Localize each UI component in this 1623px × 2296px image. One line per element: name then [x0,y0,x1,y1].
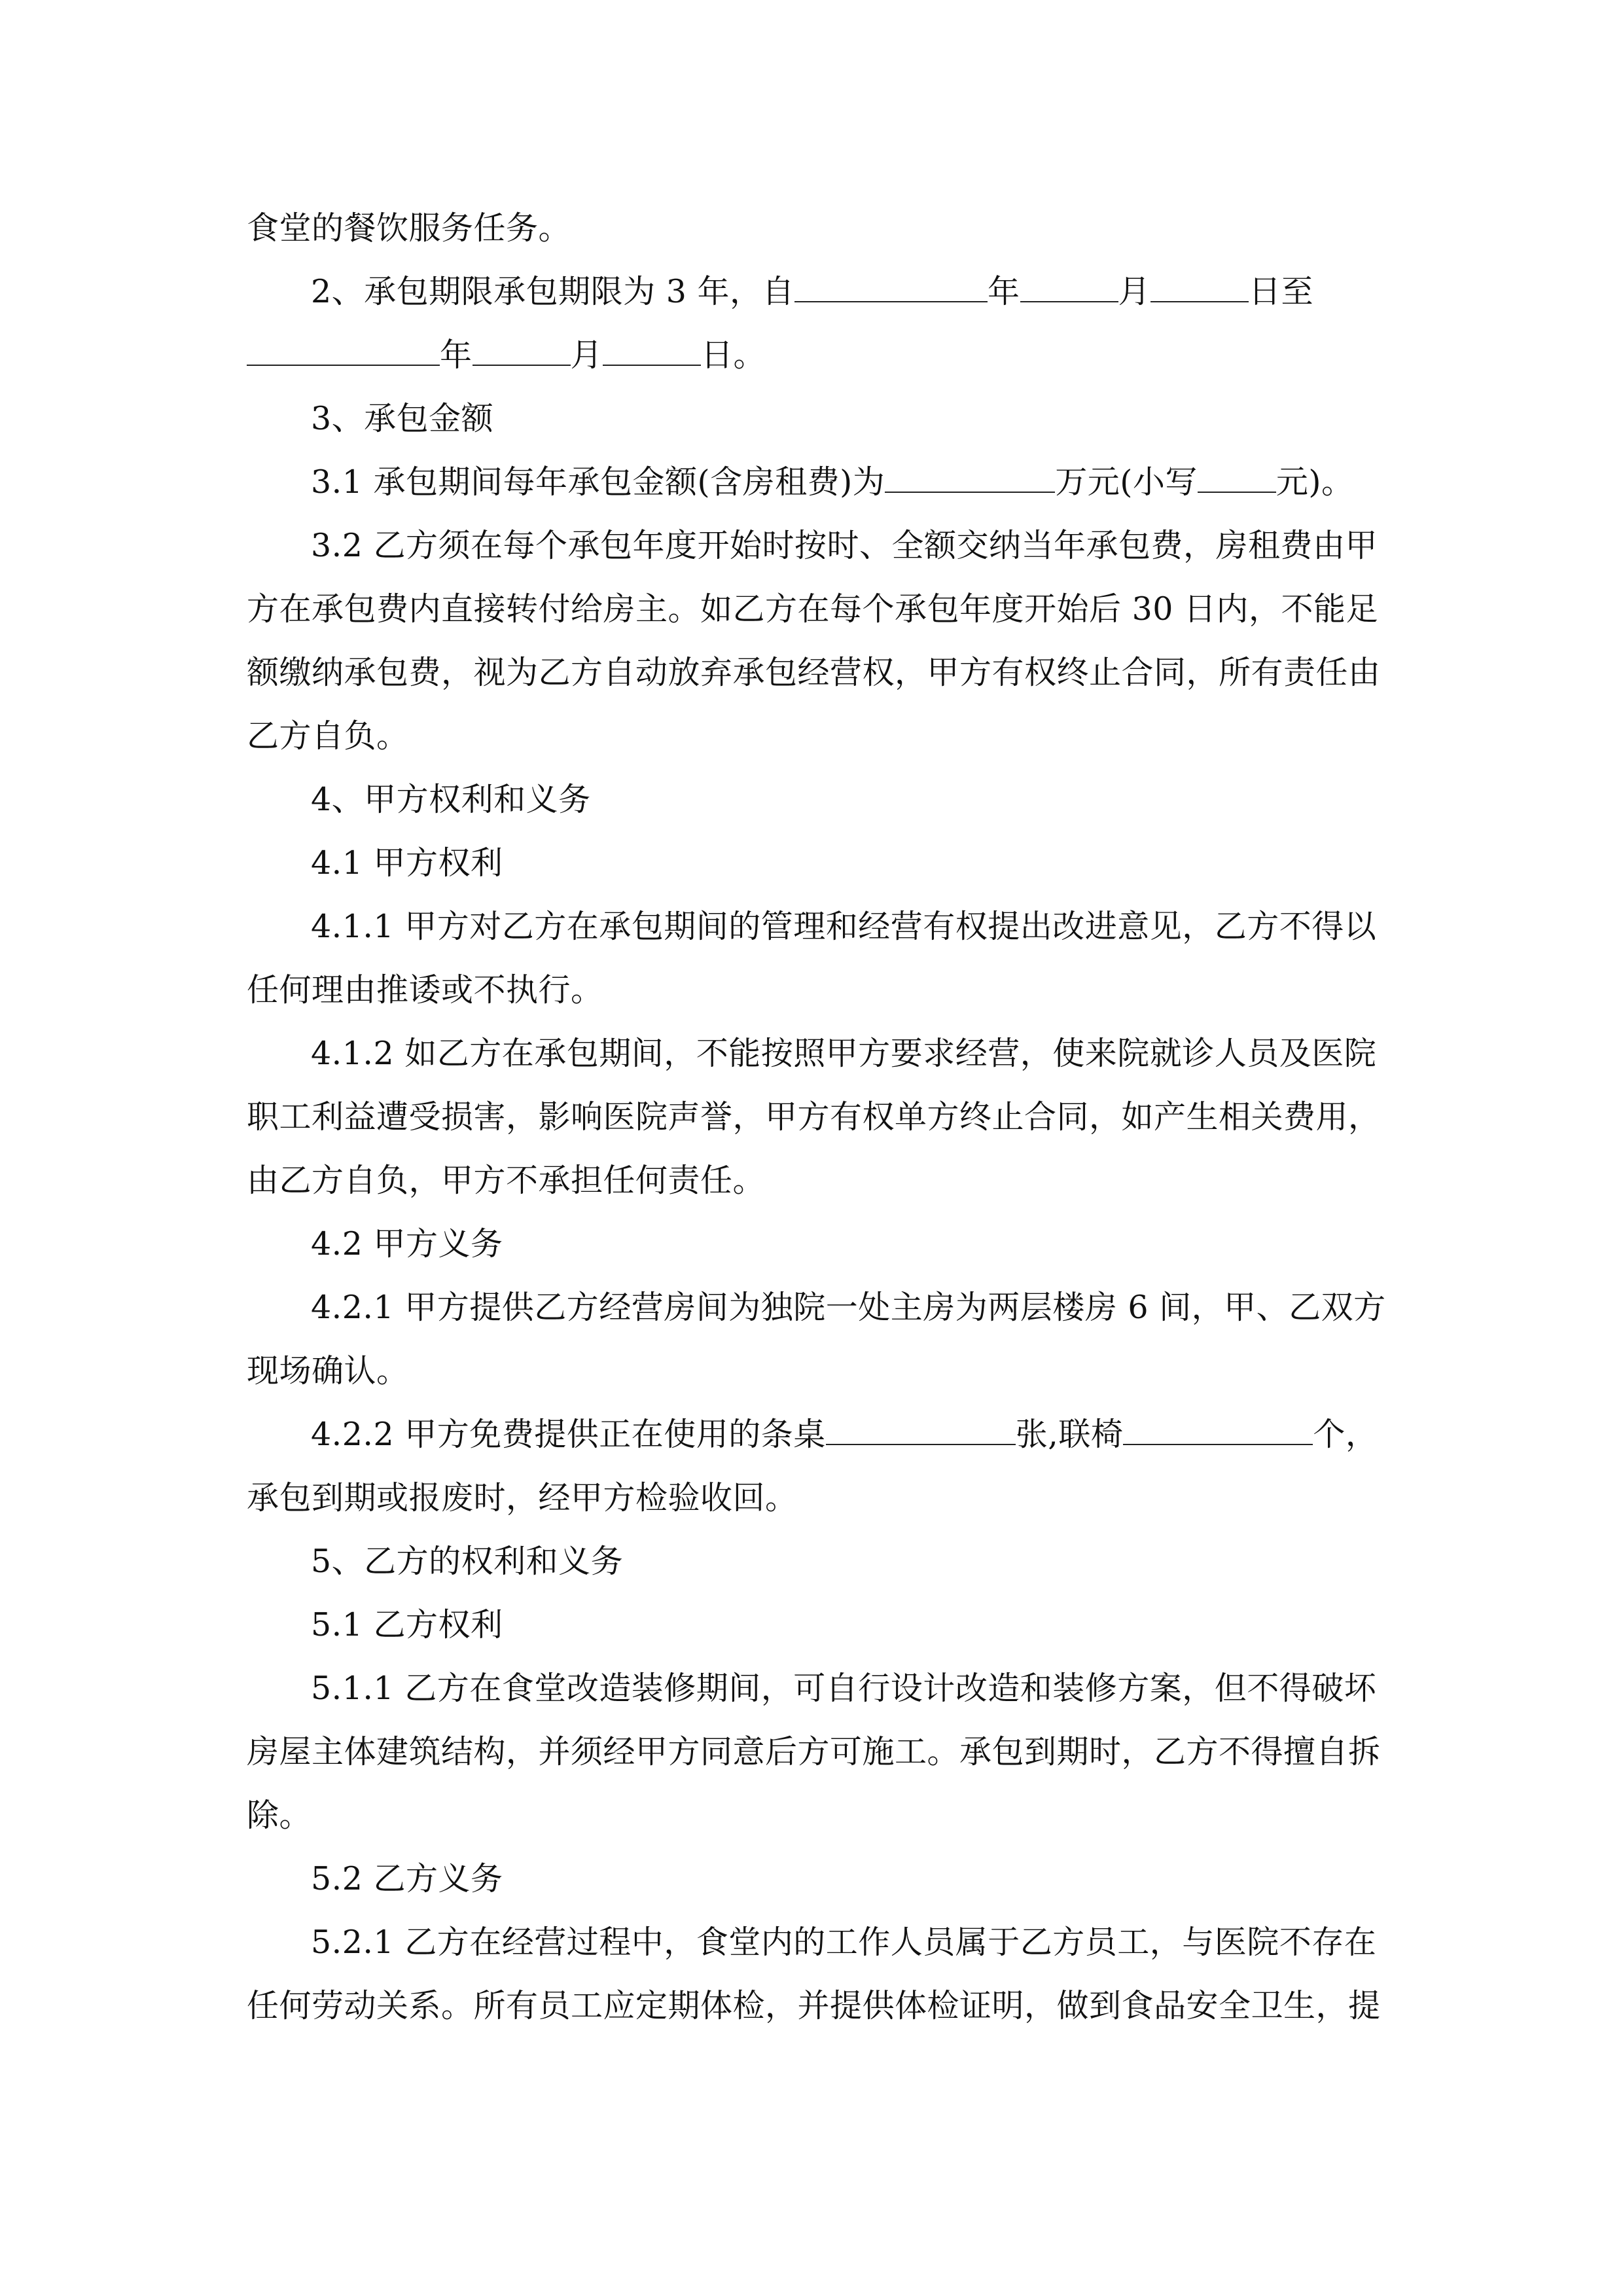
paragraph-line: 职工利益遭受损害，影响医院声誉，甲方有权单方终止合同，如产生相关费用， [247,1098,1381,1136]
section-heading: 5、乙方的权利和义务 [311,1543,624,1580]
paragraph-line: 食堂的餐饮服务任务。 [247,209,571,247]
furniture-line [247,1403,1378,1466]
day-to-label: 日至 [1249,273,1314,310]
document-body [247,196,1386,2037]
month-label: 月 [570,336,603,374]
paragraph-line: 5.1.1 乙方在食堂改造装修期间，可自行设计改造和装修方案，但不得破坏 [311,1670,1377,1707]
amount-end: 元)。 [1275,463,1354,501]
section-heading: 4、甲方权利和义务 [311,781,591,818]
amount-lowercase-blank[interactable] [1198,465,1276,493]
paragraph-line: 除。 [247,1797,312,1834]
paragraph-line: 方在承包费内直接转付给房主。如乙方在每个承包年度开始后 30 日内，不能足 [247,590,1379,628]
amount-blank[interactable] [885,465,1055,493]
year-label: 年 [440,336,473,374]
paragraph-line: 乙方自负。 [247,717,409,755]
end-year-blank[interactable] [247,338,440,366]
furniture-text: 4.2.2 甲方免费提供正在使用的条桌 [311,1416,826,1453]
start-day-blank[interactable] [1150,275,1249,302]
table-count-blank[interactable] [826,1418,1016,1445]
amount-text: 3.1 承包期间每年承包金额(含房租费)为 [311,463,885,501]
term-clause-line [247,260,1372,323]
amount-line [247,450,1372,514]
term-end-line [247,323,1372,387]
paragraph-line: 由乙方自负，甲方不承担任何责任。 [247,1162,766,1199]
start-month-blank[interactable] [1020,275,1118,302]
paragraph-line: 4.2.1 甲方提供乙方经营房间为独院一处主房为两层楼房 6 间，甲、乙双方 [311,1289,1386,1326]
subsection-heading: 4.1 甲方权利 [311,844,503,882]
end-day-blank[interactable] [603,338,701,366]
paragraph-line: 额缴纳承包费，视为乙方自动放弃承包经营权，甲方有权终止合同，所有责任由 [247,654,1381,691]
month-label: 月 [1118,273,1151,310]
unit-label: 个， [1313,1416,1378,1453]
year-label: 年 [988,273,1020,310]
day-label: 日。 [701,336,766,374]
paragraph-line: 任何劳动关系。所有员工应定期体检，并提供体检证明，做到食品安全卫生，提 [247,1987,1381,2024]
term-text: 2、承包期限承包期限为 3 年，自 [311,273,795,310]
subsection-heading: 4.2 甲方义务 [311,1225,503,1263]
paragraph-line: 承包到期或报废时，经甲方检验收回。 [247,1479,798,1516]
paragraph-line: 5.2.1 乙方在经营过程中，食堂内的工作人员属于乙方员工，与医院不存在 [311,1924,1377,1961]
amount-unit: 万元(小写 [1055,463,1198,501]
section-heading: 3、承包金额 [311,400,494,437]
chair-label: 张,联椅 [1015,1416,1124,1453]
end-month-blank[interactable] [473,338,571,366]
paragraph-line: 4.1.1 甲方对乙方在承包期间的管理和经营有权提出改进意见，乙方不得以 [311,908,1377,945]
paragraph-line: 任何理由推诿或不执行。 [247,971,603,1009]
paragraph-line: 4.1.2 如乙方在承包期间，不能按照甲方要求经营，使来院就诊人员及医院 [311,1035,1377,1072]
subsection-heading: 5.1 乙方权利 [311,1606,503,1643]
paragraph-line: 房屋主体建筑结构，并须经甲方同意后方可施工。承包到期时，乙方不得擅自拆 [247,1733,1381,1770]
start-year-blank[interactable] [794,275,988,302]
paragraph-line: 现场确认。 [247,1352,409,1390]
subsection-heading: 5.2 乙方义务 [311,1860,503,1897]
paragraph-line: 3.2 乙方须在每个承包年度开始时按时、全额交纳当年承包费，房租费由甲 [311,527,1378,564]
chair-count-blank[interactable] [1123,1418,1313,1445]
